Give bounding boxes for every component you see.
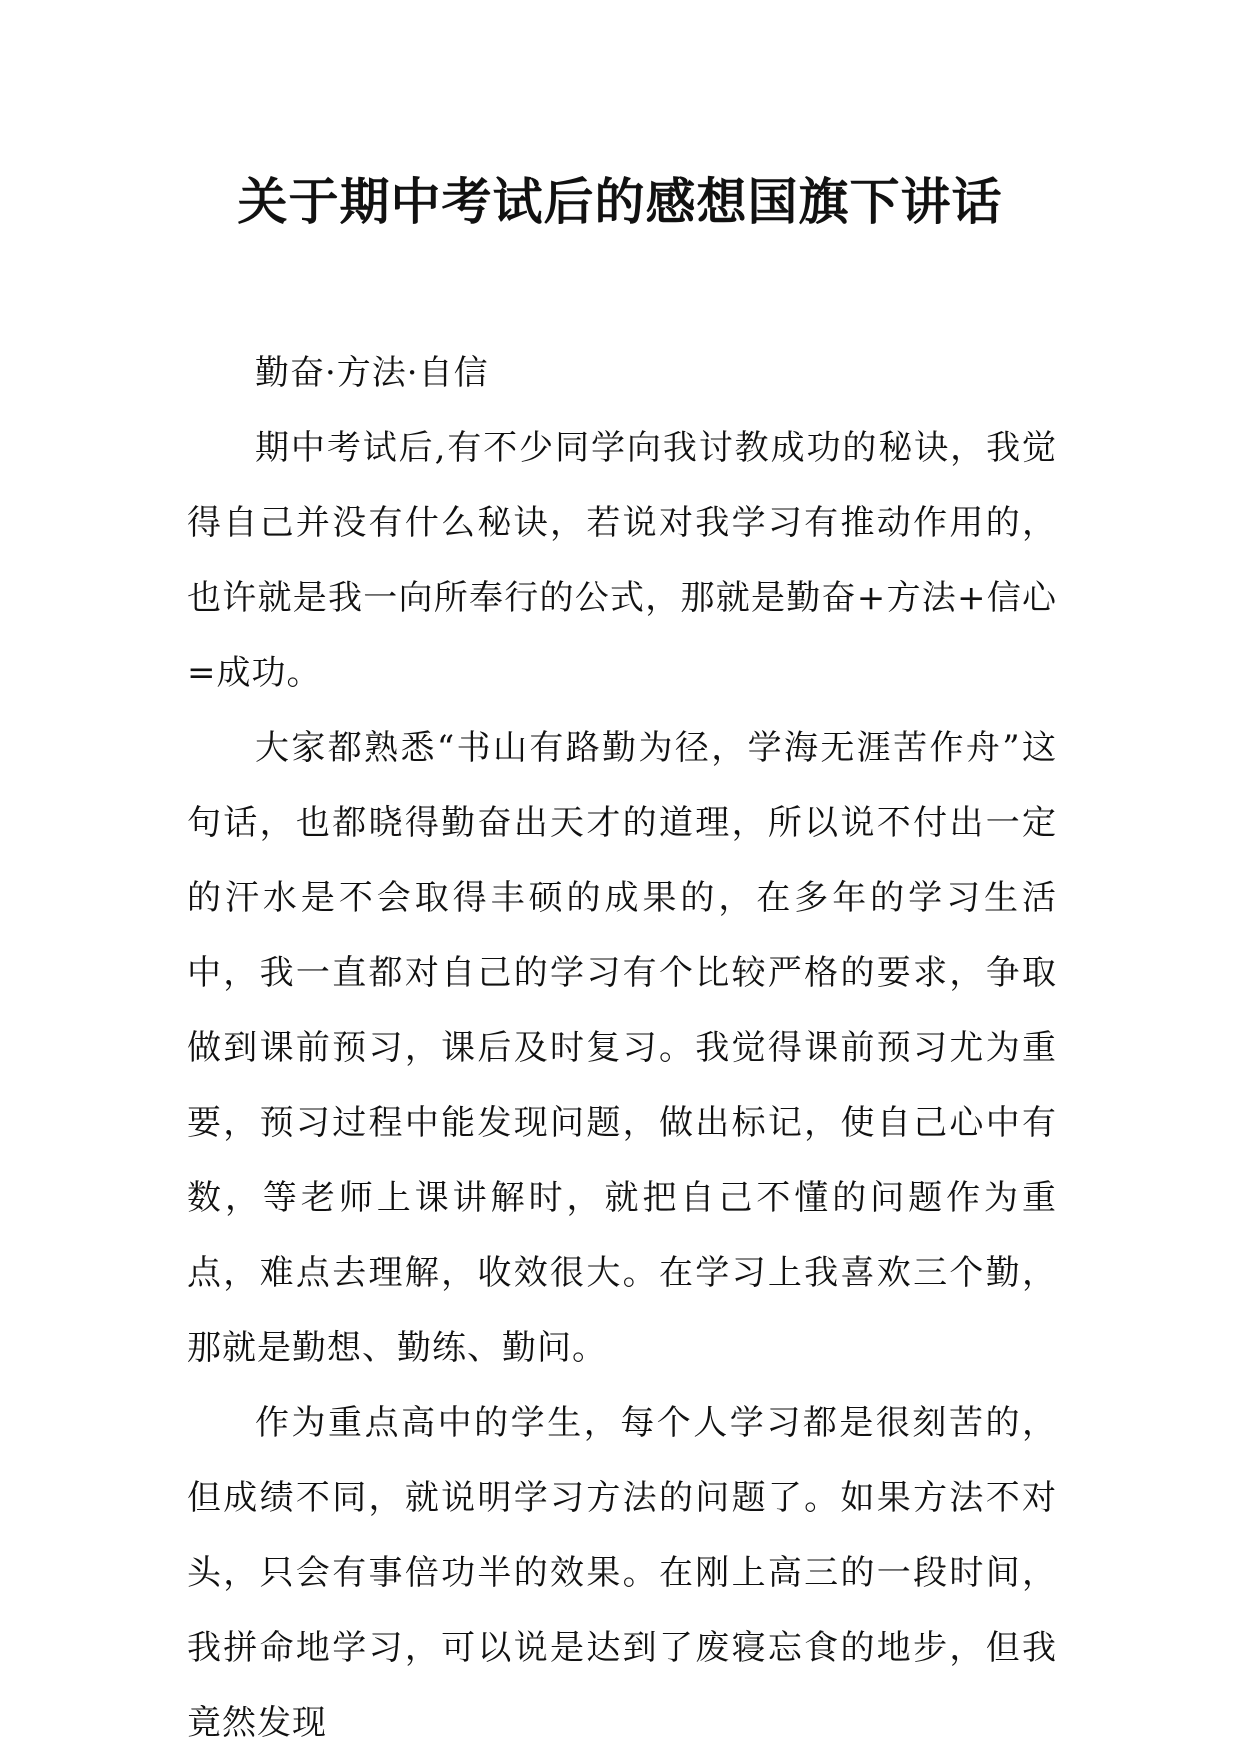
body-paragraph: 大家都熟悉“书山有路勤为径，学海无涯苦作舟”这句话，也都晓得勤奋出天才的道理，所以说不付出一定的汗水是不会取得丰硕的成果的，在多年的学习生活中，我一直都对自己的学习有个比较严格的要求，争取做到课前预习，课后及时复习。我觉得课前预习尤为重要，预习过程中能发现问题，做出标记，使自己心中有数，等老师上课讲解时，就把自己不懂的问题作为重点，难点去理解，收效很大。在学习上我喜欢三个勤，那就是勤想、勤练、勤问。 <box>187 728 1057 1368</box>
document-title: 关于期中考试后的感想国旗下讲话 <box>237 173 1003 231</box>
body-paragraph: 期中考试后,有不少同学向我讨教成功的秘诀，我觉得自己并没有什么秘诀，若说对我学习有推动作用的，也许就是我一向所奉行的公式，那就是勤奋+方法+信心=成功。 <box>187 428 1057 693</box>
document-body <box>187 336 1057 1761</box>
subtitle-paragraph: 勤奋·方法·自信 <box>255 353 489 393</box>
body-paragraph: 作为重点高中的学生，每个人学习都是很刻苦的，但成绩不同，就说明学习方法的问题了。如果方法不对头，只会有事倍功半的效果。在刚上高三的一段时间，我拼命地学习，可以说是达到了废寝忘食的地步，但我竟然发现 <box>187 1403 1057 1743</box>
